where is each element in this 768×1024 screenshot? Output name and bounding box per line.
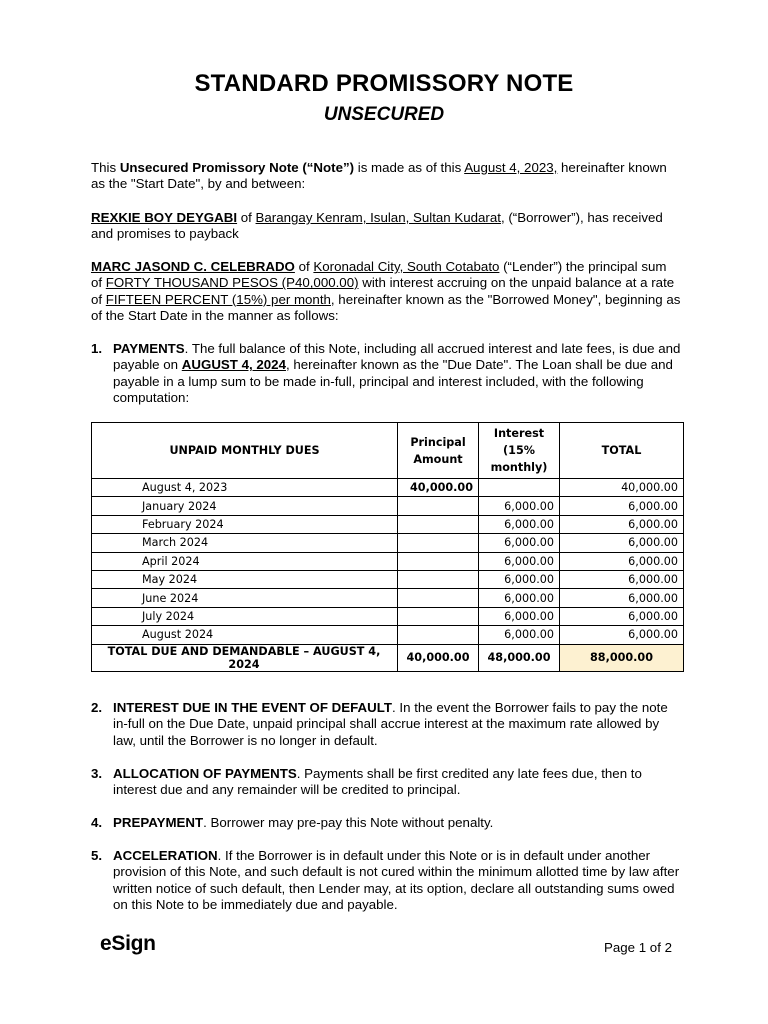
clause-heading: PREPAYMENT xyxy=(113,815,204,830)
header-interest-line1: Interest xyxy=(493,427,545,440)
borrower-address: Barangay Kenram, Isulan, Sultan Kudarat xyxy=(255,210,501,225)
cell-month: April 2024 xyxy=(92,552,398,570)
cell-total: 6,000.00 xyxy=(560,534,684,552)
cell-month: March 2024 xyxy=(92,534,398,552)
header-unpaid-dues: UNPAID MONTHLY DUES xyxy=(92,423,398,479)
clause-heading: ALLOCATION OF PAYMENTS xyxy=(113,766,297,781)
clause-number: 1. xyxy=(91,341,103,356)
cell-month: June 2024 xyxy=(92,589,398,607)
clause-acceleration xyxy=(91,848,681,914)
cell-interest: 6,000.00 xyxy=(479,626,560,644)
cell-total: 40,000.00 xyxy=(560,479,684,497)
cell-total: 6,000.00 xyxy=(560,515,684,533)
cell-interest: 6,000.00 xyxy=(479,515,560,533)
lender-text: , hereinafter known as the "Borrowed Money", beginning as of the Start Date in the manner as follows: xyxy=(91,291,681,324)
document-title: STANDARD PROMISSORY NOTE xyxy=(194,70,574,97)
clause-number: 5. xyxy=(91,848,103,863)
table-row xyxy=(92,626,684,644)
clause-text: , hereinafter known as the "Due Date". The Loan shall be due and payable in a lump sum to be made in-full, principal and interest included, with the following computation: xyxy=(113,357,673,406)
cell-interest xyxy=(479,479,560,497)
dues-table xyxy=(91,422,684,672)
due-date: AUGUST 4, 2024 xyxy=(181,357,286,373)
total-interest: 48,000.00 xyxy=(479,644,560,671)
intro-paragraph xyxy=(91,160,681,193)
start-date: August 4, 2023, xyxy=(464,160,558,175)
clause-text: . Payments shall be first credited any late fees due, then to interest due and any remainder will be credited to principal. xyxy=(113,766,642,798)
cell-interest: 6,000.00 xyxy=(479,534,560,552)
header-principal xyxy=(398,423,479,479)
clause-interest-default xyxy=(91,700,681,749)
table-row xyxy=(92,534,684,552)
cell-month: August 2024 xyxy=(92,626,398,644)
cell-month: January 2024 xyxy=(92,497,398,515)
lender-text: of xyxy=(294,259,314,274)
table-row xyxy=(92,589,684,607)
clause-heading: PAYMENTS xyxy=(113,341,185,356)
total-label: TOTAL DUE AND DEMANDABLE – AUGUST 4, 2024 xyxy=(92,644,398,671)
clause-text: . Borrower may pre-pay this Note without penalty. xyxy=(203,815,494,830)
intro-text: hereinafter known as the "Start Date", by and between: xyxy=(91,160,667,192)
cell-total: 6,000.00 xyxy=(560,570,684,588)
clause-number: 3. xyxy=(91,766,103,781)
cell-month: May 2024 xyxy=(92,570,398,588)
cell-principal xyxy=(398,626,479,644)
header-total: TOTAL xyxy=(560,423,684,479)
header-principal-line2: Amount xyxy=(413,452,463,466)
lender-text: (“Lender”) the principal sum of xyxy=(91,259,667,291)
clause-allocation xyxy=(91,766,681,799)
clause-number: 4. xyxy=(91,815,103,830)
cell-principal: 40,000.00 xyxy=(398,479,479,497)
cell-interest: 6,000.00 xyxy=(479,589,560,607)
cell-month: August 4, 2023 xyxy=(92,479,398,497)
table-total-row xyxy=(92,644,684,671)
header-interest-line3: monthly) xyxy=(490,461,548,474)
table-header-row xyxy=(92,423,684,479)
cell-interest: 6,000.00 xyxy=(479,552,560,570)
cell-interest: 6,000.00 xyxy=(479,570,560,588)
table-row xyxy=(92,607,684,625)
clause-heading: ACCELERATION xyxy=(113,848,218,863)
borrower-text: , (“Borrower”), has received and promises to payback xyxy=(91,210,663,242)
cell-total: 6,000.00 xyxy=(560,607,684,625)
page-number: Page 1 of 2 xyxy=(603,940,672,955)
cell-principal xyxy=(398,497,479,515)
borrower-paragraph xyxy=(91,210,681,243)
grand-total: 88,000.00 xyxy=(560,644,684,671)
intro-text: is made as of this xyxy=(354,160,465,175)
header-interest xyxy=(479,423,560,479)
cell-principal xyxy=(398,570,479,588)
clause-payments xyxy=(91,341,681,407)
lender-name: MARC JASOND C. CELEBRADO xyxy=(91,259,295,274)
cell-principal xyxy=(398,607,479,625)
intro-text: This xyxy=(91,160,120,175)
intro-note-label: Unsecured Promissory Note (“Note”) xyxy=(119,160,355,175)
cell-month: July 2024 xyxy=(92,607,398,625)
cell-month: February 2024 xyxy=(92,515,398,533)
table-row xyxy=(92,497,684,515)
clause-heading: INTEREST DUE IN THE EVENT OF DEFAULT xyxy=(113,700,393,715)
lender-text: with interest accruing on the unpaid balance at a rate of xyxy=(91,275,675,307)
borrower-text: of xyxy=(237,210,256,225)
cell-total: 6,000.00 xyxy=(560,589,684,607)
interest-rate: FIFTEEN PERCENT (15%) per month xyxy=(105,291,331,307)
principal-amount: FORTY THOUSAND PESOS (P40,000.00) xyxy=(105,275,359,291)
document-subtitle: UNSECURED xyxy=(323,104,445,125)
header-interest-line2: (15% xyxy=(503,444,535,457)
borrower-name: REXKIE BOY DEYGABI xyxy=(91,210,238,225)
clause-number: 2. xyxy=(91,700,103,715)
table-row xyxy=(92,552,684,570)
cell-total: 6,000.00 xyxy=(560,552,684,570)
cell-principal xyxy=(398,534,479,552)
lender-paragraph xyxy=(91,259,681,325)
cell-principal xyxy=(398,552,479,570)
cell-interest: 6,000.00 xyxy=(479,497,560,515)
cell-total: 6,000.00 xyxy=(560,626,684,644)
table-row xyxy=(92,479,684,497)
lender-address: Koronadal City, South Cotabato xyxy=(313,259,500,274)
clause-text: . In the event the Borrower fails to pay the note in-full on the Due Date, unpaid principal shall accrue interest at the maximum rate allowed by law, until the Borrower is no longer in default. xyxy=(113,700,668,748)
clause-prepayment xyxy=(91,815,681,831)
cell-total: 6,000.00 xyxy=(560,497,684,515)
table-row xyxy=(92,570,684,588)
table-row xyxy=(92,515,684,533)
cell-principal xyxy=(398,515,479,533)
header-principal-line1: Principal xyxy=(410,435,466,449)
esign-logo: eSign xyxy=(100,932,156,955)
clause-text: . The full balance of this Note, including all accrued interest and late fees, is due and payable on xyxy=(113,341,681,373)
total-principal: 40,000.00 xyxy=(398,644,479,671)
cell-principal xyxy=(398,589,479,607)
clause-text: . If the Borrower is in default under this Note or is in default under another provision of this Note, and such default is not cured within the minimum allotted time by law after written notice of such default, then Lender may, at its option, declare all outstanding sums owed on this Note to be immediately due and payable. xyxy=(113,848,680,913)
cell-interest: 6,000.00 xyxy=(479,607,560,625)
